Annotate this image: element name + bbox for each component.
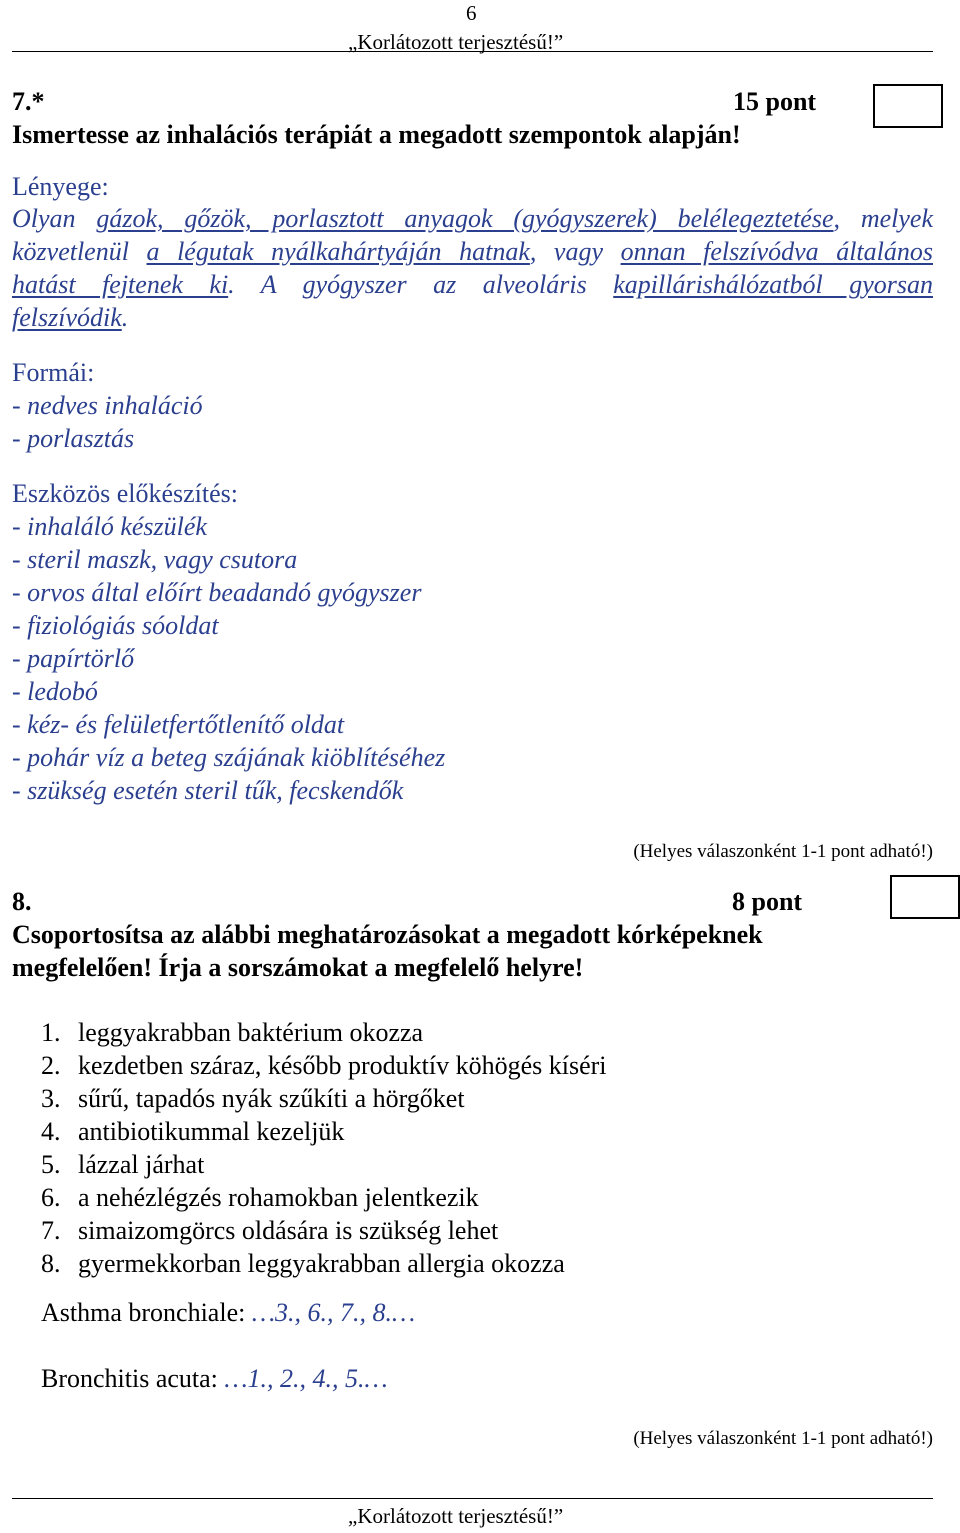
footer-restriction: „Korlátozott terjesztésű!” [348,1504,564,1528]
q7-tool-item: - pohár víz a beteg szájának kiöblítéséhez [12,743,446,772]
page-number: 6 [466,1,477,25]
bronchitis-answer: …1., 2., 4., 5.… [224,1364,388,1393]
header-restriction: „Korlátozott terjesztésű!” [348,30,564,54]
q7-tool-item: - papírtörlő [12,644,135,673]
asthma-label: Asthma bronchiale: [41,1298,252,1327]
q8-item: 4. antibiotikummal kezeljük [41,1117,345,1146]
q7-form-item: - nedves inhaláció [12,391,203,420]
q8-bronchitis-row [41,1364,388,1394]
q8-item: 8. gyermekkorban leggyakrabban allergia okozza [41,1249,565,1278]
q7-scoring-note: (Helyes válaszonként 1-1 pont adható!) [633,841,933,862]
q8-points: 8 pont [732,887,803,916]
q8-item: 1. leggyakrabban baktérium okozza [41,1018,424,1047]
bronchitis-label: Bronchitis acuta: [41,1364,225,1393]
q8-number: 8. [12,887,32,916]
q7-points: 15 pont [733,87,817,116]
footer-rule [12,1498,933,1499]
q8-score-box[interactable] [890,875,960,919]
q7-essence-label: Lényege: [12,172,109,201]
q7-tool-item: - fiziológiás sóoldat [12,611,219,640]
q7-tool-item: - kéz- és felületfertőtlenítő oldat [12,710,345,739]
asthma-answer: …3., 6., 7., 8.… [251,1298,416,1327]
q7-essence-line1: Olyan gázok, gőzök, porlasztott anyagok (gyógyszerek) belélegeztetése, melyek [12,204,933,233]
q7-score-box[interactable] [873,84,943,128]
header-rule [12,51,933,52]
q8-question-line1: Csoportosítsa az alábbi meghatározásokat a megadott kórképeknek [12,920,763,949]
q8-item: 5. lázzal járhat [41,1150,205,1179]
q7-tool-item: - orvos által előírt beadandó gyógyszer [12,578,422,607]
q7-tool-item: - inhaláló készülék [12,512,207,541]
q8-scoring-note: (Helyes válaszonként 1-1 pont adható!) [633,1428,933,1449]
q7-essence-line2: közvetlenül a légutak nyálkahártyáján hatnak, vagy onnan felszívódva általános [12,237,933,266]
q8-asthma-row [41,1298,415,1328]
q8-question-line2: megfelelően! Írja a sorszámokat a megfelelő helyre! [12,953,584,982]
q7-essence-line3: hatást fejtenek ki. A gyógyszer az alveoláris kapillárishálózatból gyorsan [12,270,933,299]
q7-question: Ismertesse az inhalációs terápiát a megadott szempontok alapján! [12,120,741,149]
q7-tool-item: - ledobó [12,677,98,706]
q7-form-item: - porlasztás [12,424,135,453]
q8-item: 2. kezdetben száraz, később produktív köhögés kíséri [41,1051,607,1080]
q7-tool-item: - szükség esetén steril tűk, fecskendők [12,776,404,805]
q7-tools-label: Eszközös előkészítés: [12,479,238,508]
q7-essence-line4: felszívódik. [12,303,129,332]
q7-forms-label: Formái: [12,358,95,387]
q7-number: 7.* [12,87,45,116]
q7-tool-item: - steril maszk, vagy csutora [12,545,298,574]
q8-item: 3. sűrű, tapadós nyák szűkíti a hörgőket [41,1084,465,1113]
q8-item: 7. simaizomgörcs oldására is szükség lehet [41,1216,499,1245]
q8-item: 6. a nehézlégzés rohamokban jelentkezik [41,1183,479,1212]
